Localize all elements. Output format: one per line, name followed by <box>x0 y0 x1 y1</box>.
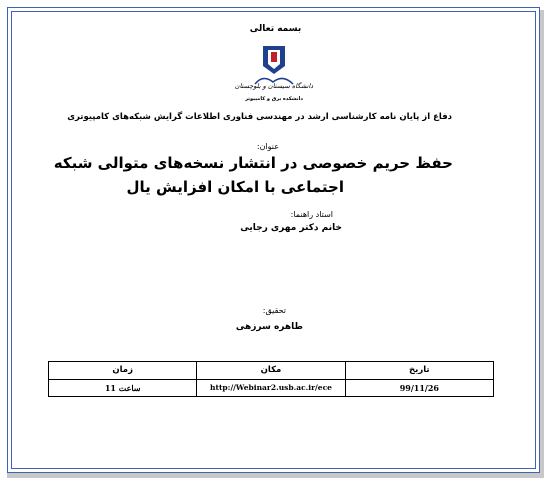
header-location: مکان <box>197 362 345 380</box>
thesis-defense-line: دفاع از پایان نامه کارشناسی ارشد در مهندسی فناوری اطلاعات گرایش شبکه‌های کامپیوتری <box>67 112 452 122</box>
researcher-label: تحقیق: <box>262 306 286 315</box>
table-row <box>49 379 494 397</box>
table-header-row <box>49 362 494 380</box>
thesis-title-line-2: اجتماعی با امکان افزایش یال <box>126 178 344 196</box>
page-shadow-right <box>540 10 544 478</box>
researcher-name: طاهره سرزهی <box>235 322 303 332</box>
page-shadow-bottom <box>7 473 540 478</box>
advisor-label: استاد راهنما: <box>290 210 333 219</box>
logo-caption: دانشگاه سیستان و بلوچستان <box>234 82 314 90</box>
bismillah-heading: بسمه تعالی <box>249 24 302 34</box>
defense-schedule-table <box>48 361 494 397</box>
cell-time: ساعت 11 <box>49 379 197 397</box>
advisor-name: خانم دکتر مهری رجایی <box>240 223 342 233</box>
cell-date: 99/11/26 <box>345 379 493 397</box>
university-logo-icon <box>233 44 315 104</box>
header-date: تاریخ <box>345 362 493 380</box>
title-label: عنوان: <box>256 142 279 151</box>
header-time: زمان <box>49 362 197 380</box>
cell-location-link[interactable]: http://Webinar2.usb.ac.ir/ece <box>197 379 345 397</box>
faculty-name: دانشکده برق و کامپیوتر <box>245 96 303 102</box>
thesis-title-line-1: حفظ حریم خصوصی در انتشار نسخه‌های متوالی شبکه <box>53 154 453 172</box>
